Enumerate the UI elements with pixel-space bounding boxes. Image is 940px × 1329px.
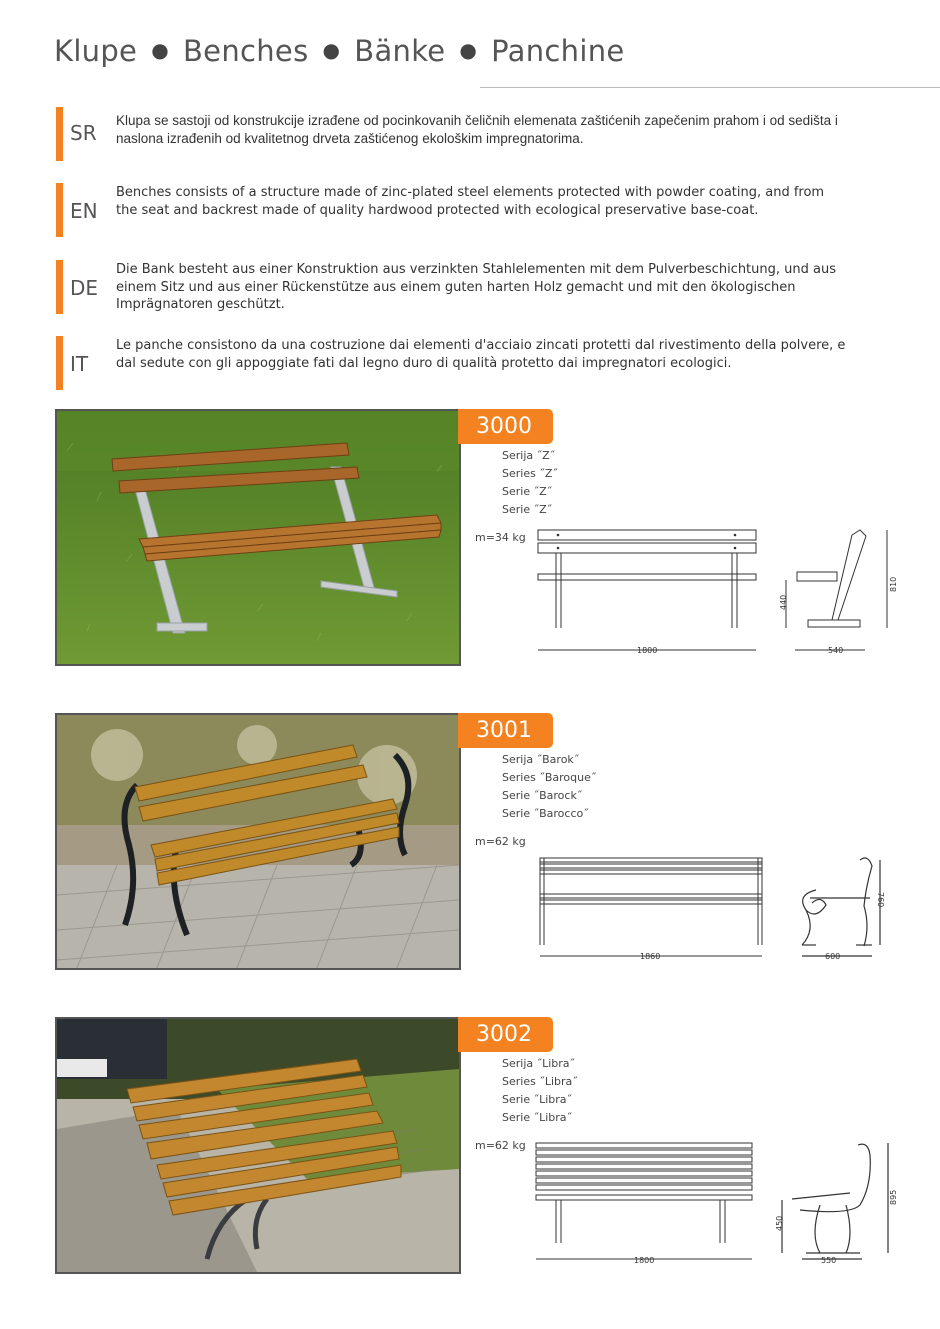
dim-seat-height-3002: 450 [775, 1215, 784, 1231]
product-photo-3002 [55, 1017, 461, 1274]
product-photo-3000 [55, 409, 461, 666]
description-text: Klupa se sastoji od konstrukcije izrađene od pocinkovanih čeličnih elemenata zaštićenih zapečenim prahom i od sedišta i naslona izrađenih od kvalitetnog drveta zaštićenog ekološkim impregnatorima. [116, 113, 838, 146]
series-sr: Serija ˝Z˝ [502, 449, 556, 462]
description-text: Benches consists of a structure made of zinc-plated steel elements protected with powder coating, and from the seat and backrest made of quality hardwood protected with ecological preservative base-coat. [116, 185, 825, 218]
series-de: Serie ˝Barock˝ [502, 789, 583, 802]
bullet-icon: ● [459, 38, 478, 62]
series-en: Series ˝Libra˝ [502, 1075, 578, 1088]
title-en: Benches [182, 34, 309, 68]
series-en: Series ˝Baroque˝ [502, 771, 597, 784]
series-it: Serie ˝Z˝ [502, 503, 553, 516]
series-sr: Serija ˝Barok˝ [502, 753, 580, 766]
product-code-3000: 3000 [458, 409, 553, 444]
accent-bar [56, 183, 63, 237]
series-de: Serie ˝Z˝ [502, 485, 553, 498]
mass-3000: m=34 kg [475, 531, 526, 544]
series-sr: Serija ˝Libra˝ [502, 1057, 576, 1070]
series-de: Serie ˝Libra˝ [502, 1093, 573, 1106]
mass-3002: m=62 kg [475, 1139, 526, 1152]
mass-3001: m=62 kg [475, 835, 526, 848]
language-code: IT [70, 352, 89, 376]
dim-height-3000: 810 [889, 576, 898, 592]
dim-height-3002: 895 [889, 1189, 898, 1205]
product-code-3001: 3001 [458, 713, 553, 748]
technical-drawing-3000 [520, 520, 900, 660]
title-divider [480, 87, 940, 88]
series-it: Serie ˝Barocco˝ [502, 807, 589, 820]
bullet-icon: ● [151, 38, 169, 62]
bullet-icon: ● [322, 38, 341, 62]
dim-length-3001: 1860 [640, 952, 661, 961]
product-photo-3001 [55, 713, 461, 970]
dim-length-3002: 1800 [634, 1256, 655, 1265]
description-text: Le panche consistono da una costruzione dai elementi d'acciaio zincati protetti dal rivestimento della polvere, e dal sedute con gli appoggiate fati dal legno duro di qualità protetto dai impregnatori ecologici. [116, 338, 846, 371]
accent-bar [56, 336, 63, 390]
product-code-3002: 3002 [458, 1017, 553, 1052]
series-it: Serie ˝Libra˝ [502, 1111, 573, 1124]
series-list-3002 [502, 1055, 578, 1127]
title-sr: Klupe [54, 34, 138, 68]
title-de: Bänke [354, 34, 446, 68]
dim-depth-3002: 550 [821, 1256, 837, 1265]
language-code: SR [70, 121, 97, 145]
language-code: DE [70, 276, 99, 300]
page-title [54, 34, 625, 68]
series-list-3000 [502, 447, 558, 519]
technical-drawing-3002 [520, 1135, 900, 1270]
dim-seat-height-3000: 440 [779, 594, 788, 610]
series-en: Series ˝Z˝ [502, 467, 558, 480]
accent-bar [56, 260, 63, 314]
dim-length-3000: 1800 [637, 646, 658, 655]
technical-drawing-3001 [520, 850, 900, 965]
dim-depth-3000: 540 [828, 646, 844, 655]
title-it: Panchine [491, 34, 625, 68]
dim-height-3001: 760 [876, 892, 885, 908]
series-list-3001 [502, 751, 596, 823]
language-code: EN [70, 199, 98, 223]
description-text: Die Bank besteht aus einer Konstruktion aus verzinkten Stahlelementen mit dem Pulverbeschichtung, und aus einem Sitz und aus einer Rückenstütze aus einem guten harten Holz gemacht und mit den ökologischen Imprägnatoren geschützt. [116, 262, 836, 312]
accent-bar [56, 107, 63, 161]
dim-depth-3001: 600 [825, 952, 841, 961]
